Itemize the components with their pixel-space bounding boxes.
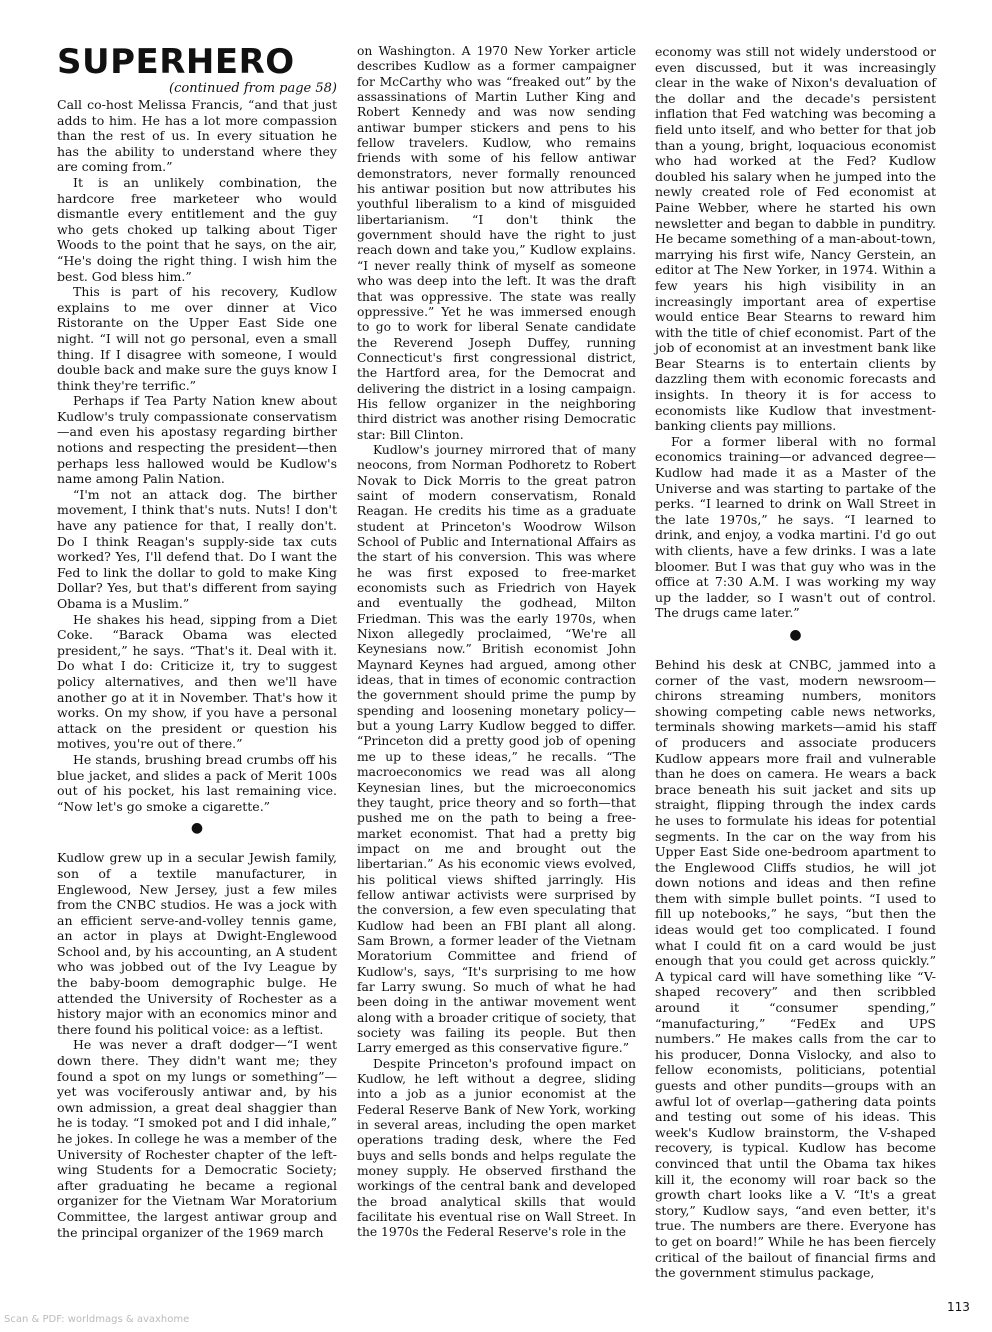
paragraph: Kudlow's journey mirrored that of many neocons, from Norman Podhoretz to Robert Novak to Dick Morris to the great patron saint of modern conservatism, Ronald Reagan. He credits his time as a graduate student at Princeton's Woodrow Wilson School of Public and International Affairs as the start of his conversion. This was where he was first exposed to free-market economists such as Friedrich von Hayek and eventually the godhead, Milton Friedman. This was the early 1970s, when Nixon allegedly proclaimed, “We're all Keynesians now.” British economist John Maynard Keynes had argued, among other ideas, that in times of economic contraction the government should prime the pump by spending and loosening monetary policy—but a young Larry Kudlow begged to differ. “Princeton did a pretty good job of opening me up to these ideas,” he recalls. “The macroeconomics we read was all along Keynesian lines, but the microeconomics they taught, price theory and so forth—that pushed me on the path to being a free-market economist. That had a pretty big impact on me and brought out the libertarian.” As his economic views evolved, his political views shifted jarringly. His fellow antiwar activists were surprised by the conversion, a few even speculating that Kudlow had been an FBI plant all along. Sam Brown, a former leader of the Vietnam Moratorium Committee and friend of Kudlow's, says, “It's surprising to me how far Larry swung. So much of what he had been doing in the antiwar movement went along with a broader critique of society, that society was failing its people. But then Larry emerged as this conservative figure.” — [357, 442, 636, 1056]
continued-note: (continued from page 58) — [169, 81, 337, 96]
paragraph: Behind his desk at CNBC, jammed into a corner of the vast, modern newsroom—chirons streaming numbers, monitors showing competing cable news networks, terminals showing markets—amid his staff of producers and associate producers Kudlow appears more frail and vulnerable than he does on camera. He wears a back brace beneath his suit jacket and sits up straight, flipping through the index cards he uses to formulate his ideas for potential segments. In the car on the way from his Upper East Side one-bedroom apartment to the Englewood Cliffs studios, he will jot down notions and ideas and then refine them with simple bullet points. “I used to fill up notebooks,” he says, “but then the ideas would get too complicated. I found what I could fit on a card would be just enough that you could get across quickly.” A typical card will have something like “V-shaped recovery” and then scribbled around it “consumer spending,” “manufacturing,” “FedEx and UPS numbers.” He makes calls from the car to his producer, Donna Vislocky, and also to fellow economists, politicians, potential guests and other pundits—groups with an awful lot of overlap—gathering data points and testing out some of his ideas. This week's Kudlow brainstorm, the V-shaped recovery, is typical. Kudlow has become convinced that until the Obama tax hikes kill it, the economy will roar back so the growth chart looks like a V. “It's a great story,” Kudlow says, “and even better, it's true. The numbers are there. Everyone has to get on board!” While he has been fiercely critical of the bailout of financial firms and the government stimulus package, — [655, 656, 936, 1281]
paragraph: This is part of his recovery, Kudlow explains to me over dinner at Vico Ristorante on the Upper East Side one night. “I will not go personal, even a small thing. If I disagree with someone, I would double back and make sure the guys know I think they're terrific.” — [57, 284, 337, 393]
scan-credit: Scan & PDF: worldmags & avaxhome — [4, 1314, 190, 1325]
paragraph: Kudlow grew up in a secular Jewish family, son of a textile manufacturer, in Englewood, New Jersey, just a few miles from the CNBC studios. He was a jock with an efficient serve-and-volley tennis game, an actor in plays at Dwight-Englewood School and, by his accounting, an A student who was jobbed out of the Ivy League by the baby-boom demographic bulge. He attended the University of Rochester as a history major with an economics minor and there found his political voice: as a leftist. — [57, 850, 337, 1037]
paragraph: Perhaps if Tea Party Nation knew about Kudlow's truly compassionate conservatism—and even his apostasy regarding birther notions and respecting the president—then perhaps less hallowed would be Kudlow's name among Palin Nation. — [57, 393, 337, 487]
paragraph: on Washington. A 1970 New Yorker article describes Kudlow as a former campaigner for McCarthy who was “freaked out” by the assassinations of Martin Luther King and Robert Kennedy and was now sending antiwar bumper stickers and pens to his fellow travelers. Kudlow, who remains friends with some of his fellow antiwar demonstrators, never formally renounced his antiwar position but now attributes his youthful liberalism to a kind of misguided libertarianism. “I don't think the government should have the right to just reach down and take you,” Kudlow explains. “I never really think of myself as someone who was deep into the left. It was the draft that was oppressive. The state was really oppressive.” Yet he was immersed enough to go to work for liberal Senate candidate the Reverend Joseph Duffey, running Connecticut's first congressional district, the Hartford area, for the Democrat and delivering the district in a losing campaign. His fellow organizer in the neighboring third district was another rising Democratic star: Bill Clinton. — [357, 44, 636, 442]
article-column-2 — [357, 44, 636, 1241]
article-column-3 — [655, 44, 936, 1281]
section-break-bullet: ● — [190, 820, 204, 837]
paragraph: “I'm not an attack dog. The birther movement, I think that's nuts. Nuts! I don't have any patience for that, I really don't. Do I think Reagan's supply-side tax cuts worked? Yes, I'll defend that. Do I want the Fed to link the dollar to gold to make King Dollar? Yes, but that's different from saying Obama is a Muslim.” — [57, 486, 337, 611]
paragraph: He shakes his head, sipping from a Diet Coke. “Barack Obama was elected president,” he says. “That's it. Deal with it. Do what I do: Criticize it, try to suggest policy alternatives, and then we'll have another go at it in November. That's how it works. On my show, if you have a personal attack on the president or question his motives, you're out of there.” — [57, 611, 337, 752]
paragraph: He stands, brushing bread crumbs off his blue jacket, and slides a pack of Merit 100s out of his pocket, his last remaining vice. “Now let's go smoke a cigarette.” — [57, 751, 337, 814]
paragraph: For a former liberal with no formal economics training—or advanced degree—Kudlow had made it as a Master of the Universe and was starting to partake of the perks. “I learned to drink on Wall Street in the late 1970s,” he says. “I learned to drink, and enjoy, a vodka martini. I'd go out with clients, have a few drinks. I was a late bloomer. But I was that guy who was in the office at 7:30 A.M. I was working my way up the ladder, so I wasn't out of control. The drugs came later.” — [655, 433, 936, 621]
paragraph: It is an unlikely combination, the hardcore free marketeer who would dismantle every entitlement and the guy who gets choked up talking about Tiger Woods to the point that he says, on the air, “He's doing the right thing. I wish him the best. God bless him.” — [57, 174, 337, 284]
paragraph: economy was still not widely understood or even discussed, but it was increasingly clear in the wake of Nixon's devaluation of the dollar and the decade's persistent inflation that Fed watching was becoming a field unto itself, and who better for that job than a young, bright, loquacious economist who had worked at the Fed? Kudlow doubled his salary when he jumped into the newly created role of Fed economist at Paine Webber, where he started his own newsletter and began to dabble in punditry. He became something of a man-about-town, marrying his first wife, Nancy Gerstein, an editor at The New Yorker, in 1974. Within a few years his high visibility in an increasingly important area of expertise would entice Bear Stearns to reward him with the title of chief economist. Part of the job of economist at an investment bank like Bear Stearns is to entertain clients by dazzling them with economic forecasts and insights. In theory it is for access to economists like Kudlow that investment-banking clients pay millions. — [655, 44, 936, 434]
page-number: 113 — [947, 1300, 970, 1314]
paragraph: Call co-host Melissa Francis, “and that just adds to him. He has a lot more compassion than the rest of us. In every situation he has the ability to understand where they are coming from.” — [57, 97, 337, 175]
section-break-bullet: ● — [789, 626, 802, 643]
article-title: SUPERHERO — [57, 42, 295, 82]
paragraph: Despite Princeton's profound impact on Kudlow, he left without a degree, sliding into a job as a junior economist at the Federal Reserve Bank of New York, working in several areas, including the open market operations trading desk, where the Fed buys and sells bonds and helps regulate the money supply. He observed firsthand the workings of the central bank and developed the broad analytical skills that would facilitate his eventual rise on Wall Street. In the 1970s the Federal Reserve's role in the — [357, 1056, 636, 1240]
article-column-1 — [57, 44, 337, 1240]
paragraph: He was never a draft dodger—“I went down there. They didn't want me; they found a spot on my lungs or something”—yet was vociferously antiwar and, by his own admission, a great deal shaggier than he is today. “I smoked pot and I did inhale,” he jokes. In college he was a member of the University of Rochester chapter of the left-wing Students for a Democratic Society; after graduating he became a regional organizer for the Vietnam War Moratorium Committee, the largest antiwar group and the principal organizer of the 1969 march — [57, 1037, 337, 1240]
